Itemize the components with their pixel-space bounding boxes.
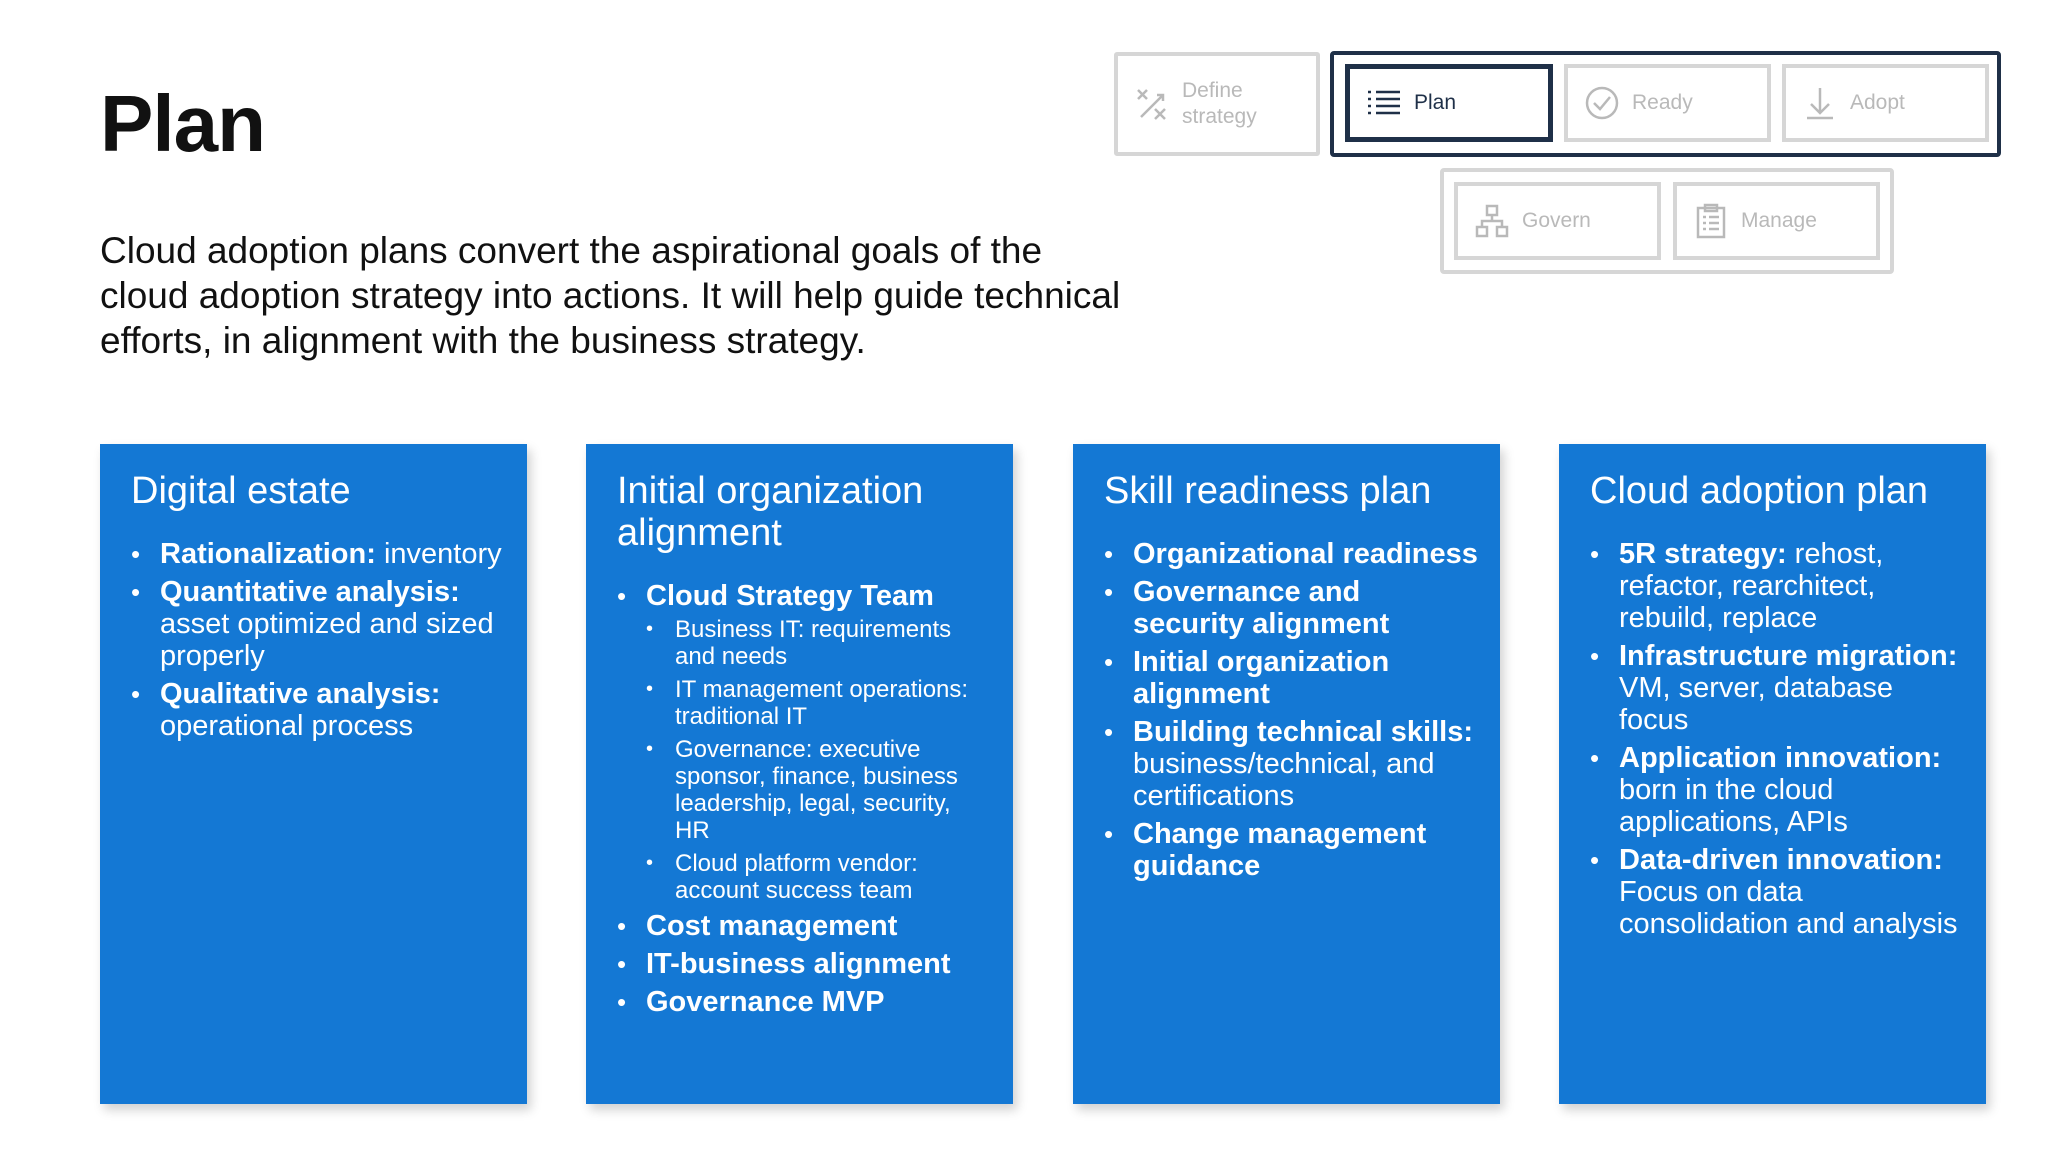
- sub-list-item: • Business IT: requirements and needs: [646, 616, 991, 670]
- define-label-line2: strategy: [1182, 105, 1257, 128]
- org-chart-icon: [1474, 203, 1510, 239]
- card-skill-readiness-plan: [1073, 444, 1500, 1104]
- item-text: asset optimized and sized properly: [160, 608, 494, 672]
- item-heading: Data-driven innovation:: [1619, 844, 1943, 876]
- nav-plan[interactable]: [1345, 64, 1553, 142]
- list-item: [1104, 646, 1478, 710]
- list-item: [1104, 818, 1478, 882]
- item-heading: Governance and security alignment: [1133, 576, 1390, 640]
- download-arrow-icon: [1802, 85, 1838, 121]
- list-icon: [1366, 85, 1402, 121]
- card-list: [617, 580, 991, 1018]
- item-text: VM, server, database focus: [1619, 672, 1894, 736]
- item-heading: Cost management: [646, 910, 898, 942]
- checkmark-circle-icon: [1584, 85, 1620, 121]
- nav-adopt[interactable]: [1782, 64, 1989, 142]
- list-item: [1590, 742, 1964, 838]
- list-item: [617, 948, 991, 980]
- item-heading: Application innovation:: [1619, 742, 1942, 774]
- list-item: [617, 986, 991, 1018]
- nav-manage[interactable]: [1673, 182, 1880, 260]
- item-text: Focus on data consolidation and analysis: [1619, 876, 1958, 940]
- list-item: [1104, 716, 1478, 812]
- list-item: [617, 910, 991, 942]
- item-heading: Cloud Strategy Team: [646, 580, 934, 612]
- nav-govern[interactable]: [1454, 182, 1661, 260]
- card-title: Initial organization alignment: [617, 470, 924, 554]
- nav-plan-label: Plan: [1414, 91, 1457, 114]
- item-heading: Qualitative analysis:: [160, 678, 441, 710]
- nav-define-strategy-label: [1182, 78, 1257, 130]
- page-title: Plan: [100, 79, 265, 168]
- sub-list: [646, 616, 991, 904]
- list-item: [1590, 844, 1964, 940]
- item-text: operational process: [160, 710, 414, 742]
- card-title: Cloud adoption plan: [1590, 470, 1929, 512]
- card-title: Digital estate: [131, 470, 351, 512]
- item-heading: Rationalization:: [160, 538, 376, 570]
- item-heading: Initial organization alignment: [1133, 646, 1390, 710]
- card-cloud-adoption-plan: [1559, 444, 1986, 1104]
- item-text: born in the cloud applications, APIs: [1619, 774, 1848, 838]
- card-list: [1590, 538, 1964, 940]
- item-heading: IT-business alignment: [646, 948, 951, 980]
- list-item: [1104, 576, 1478, 640]
- sub-list-item: • Cloud platform vendor: account success team: [646, 850, 991, 904]
- list-item: [1104, 538, 1478, 570]
- nav-govern-label: Govern: [1522, 209, 1591, 232]
- card-digital-estate: [100, 444, 527, 1104]
- list-item: [131, 576, 505, 672]
- page-description: Cloud adoption plans convert the aspirational goals of the cloud adoption strategy into actions. It will help guide technical efforts, in alignment with the business strategy.: [100, 230, 1121, 361]
- tools-cross-icon: [1134, 86, 1170, 122]
- item-heading: Building technical skills:: [1133, 716, 1474, 748]
- item-text: rehost, refactor, rearchitect, rebuild, replace: [1619, 538, 1884, 634]
- card-list: [131, 538, 505, 742]
- item-heading: Organizational readiness: [1133, 538, 1478, 570]
- card-title: Skill readiness plan: [1104, 470, 1432, 512]
- list-item: [1590, 640, 1964, 736]
- item-heading: 5R strategy:: [1619, 538, 1787, 570]
- item-heading: Governance MVP: [646, 986, 885, 1018]
- nav-ready-label: Ready: [1632, 91, 1693, 114]
- list-item: [1590, 538, 1964, 634]
- item-heading: Infrastructure migration:: [1619, 640, 1958, 672]
- item-text: inventory: [375, 538, 502, 570]
- nav-adopt-label: Adopt: [1850, 91, 1905, 114]
- item-heading: Change management guidance: [1133, 818, 1427, 882]
- nav-manage-label: Manage: [1741, 209, 1817, 232]
- item-text: business/technical, and certifications: [1133, 748, 1435, 812]
- list-item: [131, 538, 505, 570]
- card-initial-org-alignment: [586, 444, 1013, 1104]
- item-heading: Quantitative analysis:: [160, 576, 460, 608]
- card-list: [1104, 538, 1478, 882]
- nav-ready[interactable]: [1564, 64, 1771, 142]
- clipboard-icon: [1693, 203, 1729, 239]
- define-label-line1: Define: [1182, 79, 1243, 102]
- sub-list-item: • IT management operations: traditional IT: [646, 676, 991, 730]
- list-item: [131, 678, 505, 742]
- nav-define-strategy[interactable]: [1114, 52, 1320, 156]
- list-item: [617, 580, 991, 904]
- sub-list-item: • Governance: executive sponsor, finance, business leadership, legal, security, HR: [646, 736, 991, 844]
